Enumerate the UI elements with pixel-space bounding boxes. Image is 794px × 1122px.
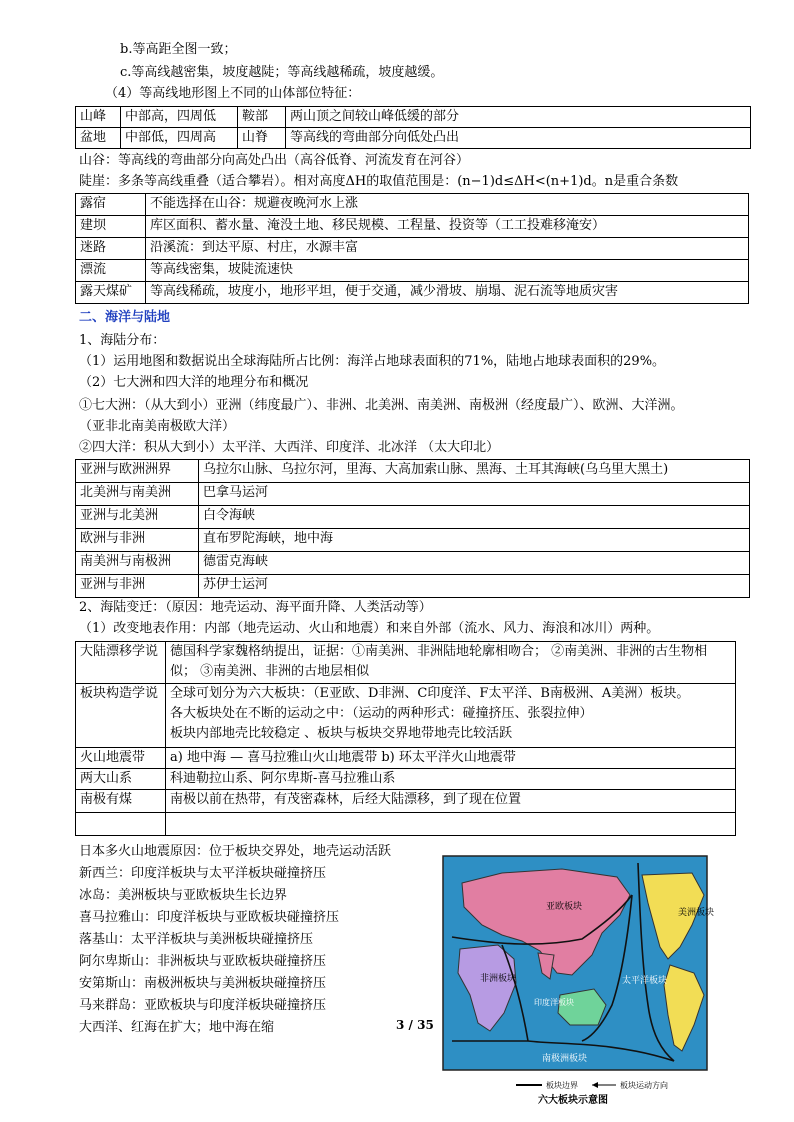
label-africa: 非洲板块	[480, 974, 517, 984]
text-line: ①七大洲：（从大到小）亚洲（纬度最广）、非洲、北美洲、南美洲、南极洲（经度最广）、欧洲、大洋洲。	[79, 398, 684, 413]
cell: 盆地	[76, 128, 121, 149]
cell: 板块构造学说	[76, 684, 166, 748]
cell: 建坝	[76, 216, 146, 238]
text-line: 山谷：等高线的弯曲部分向高处凸出（高谷低脊、河流发育在河谷）	[79, 153, 470, 168]
cell: 乌拉尔山脉、乌拉尔河，里海、大高加索山脉、黑海、土耳其海峡(乌乌里大黑土)	[199, 460, 750, 483]
cell: 德雷克海峡	[199, 552, 750, 575]
label-america: 美洲板块	[678, 908, 715, 918]
cell: 等高线的弯曲部分向低处凸出	[286, 128, 751, 149]
cell	[166, 684, 736, 748]
cell: 沿溪流：到达平原、村庄，水源丰富	[146, 238, 749, 260]
cell	[76, 813, 166, 836]
text-line: （1）改变地表作用：内部（地壳运动、火山和地震）和来自外部（流水、风力、海浪和冰川）两种。	[79, 621, 660, 636]
text-line: b.等高距全图一致；	[120, 42, 237, 57]
text-line: 全球可划分为六大板块：（E亚欧、D非洲、C印度洋、F太平洋、B南极洲、A美洲）板块。	[170, 686, 690, 701]
cell: 中部高，四周低	[121, 107, 238, 128]
legend-arrow-icon	[592, 1082, 598, 1088]
text-line: c.等高线越密集，坡度越陡；等高线越稀疏，坡度越缓。	[120, 65, 444, 80]
cell: 北美洲与南美洲	[76, 483, 199, 506]
cell: 火山地震带	[76, 748, 166, 769]
label-pacific: 太平洋板块	[622, 976, 668, 986]
cell: 山脊	[238, 128, 286, 149]
cell: 亚洲与非洲	[76, 575, 199, 598]
legend-boundary-label: 板块边界	[546, 1081, 578, 1090]
legend-motion-label: 板块运动方向	[620, 1081, 668, 1090]
cell: 德国科学家魏格纳提出，证据：①南美洲、非洲陆地轮廓相吻合； ②南美洲、非洲的古生物相似； ③南美洲、非洲的古地层相似	[166, 642, 736, 684]
cell: 露宿	[76, 194, 146, 216]
text-line: 落基山：太平洋板块与美洲板块碰撞挤压	[79, 932, 314, 947]
cell: 等高线密集，坡陡流速快	[146, 260, 749, 282]
label-indian: 印度洋板块	[534, 998, 574, 1007]
cell: 鞍部	[238, 107, 286, 128]
cell: 大陆漂移学说	[76, 642, 166, 684]
text-line: （2）七大洲和四大洋的地理分布和概况	[79, 375, 309, 390]
text-line: 2、海陆变迁：（原因：地壳运动、海平面升降、人类活动等）	[79, 600, 432, 615]
cell: 库区面积、蓄水量、淹没土地、移民规模、工程量、投资等（工工投难移淹安）	[146, 216, 749, 238]
cell: 欧洲与非洲	[76, 529, 199, 552]
cell: 迷路	[76, 238, 146, 260]
activities-table	[75, 193, 749, 304]
text-line: （1）运用地图和数据说出全球海陆所占比例：海洋占地球表面积的71%，陆地占地球表面积的29%。	[79, 354, 666, 369]
cell: 科迪勒拉山系、阿尔卑斯-喜马拉雅山系	[166, 769, 736, 790]
cell: 露天煤矿	[76, 282, 146, 304]
text-line: 各大板块处在不断的运动之中：（运动的两种形式：碰撞挤压、张裂拉伸）	[170, 706, 593, 721]
label-eurasia: 亚欧板块	[546, 902, 583, 912]
cell: 南极以前在热带，有茂密森林，后经大陆漂移，到了现在位置	[166, 790, 736, 813]
map-caption: 六大板块示意图	[538, 1095, 608, 1106]
cell: 苏伊士运河	[199, 575, 750, 598]
text-line: （4）等高线地形图上不同的山体部位特征：	[105, 86, 361, 101]
cell: 亚洲与欧洲洲界	[76, 460, 199, 483]
text-line: 陡崖：多条等高线重叠（适合攀岩）。相对高度ΔH的取值范围是：(n−1)d≤ΔH<(n+1)d。n是重合条数	[79, 174, 679, 189]
page-number: 3 / 35	[396, 1018, 434, 1032]
text-line: 板块内部地壳比较稳定 、板块与板块交界地带地壳比较活跃	[170, 726, 513, 741]
cell: 两大山系	[76, 769, 166, 790]
cell: 直布罗陀海峡，地中海	[199, 529, 750, 552]
cell: 中部低，四周高	[121, 128, 238, 149]
text-line: （亚非北南美南极欧大洋）	[79, 419, 236, 434]
cell: 巴拿马运河	[199, 483, 750, 506]
text-line: 新西兰：印度洋板块与太平洋板块碰撞挤压	[79, 866, 327, 881]
text-line: 安第斯山：南极洲板块与美洲板块碰撞挤压	[79, 976, 327, 991]
cell: 亚洲与北美洲	[76, 506, 199, 529]
terrain-table	[75, 106, 751, 149]
text-line: 日本多火山地震原因：位于板块交界处，地壳运动活跃	[79, 844, 392, 859]
boundaries-table	[75, 459, 750, 598]
cell: 漂流	[76, 260, 146, 282]
cell: 白令海峡	[199, 506, 750, 529]
text-line: 喜马拉雅山：印度洋板块与亚欧板块碰撞挤压	[79, 910, 340, 925]
label-antarctic: 南极洲板块	[542, 1054, 588, 1064]
text-line: 阿尔卑斯山：非洲板块与亚欧板块碰撞挤压	[79, 954, 327, 969]
cell: a) 地中海 — 喜马拉雅山火山地震带 b) 环太平洋火山地震带	[166, 748, 736, 769]
text-line: 冰岛：美洲板块与亚欧板块生长边界	[79, 888, 288, 903]
cell	[166, 813, 736, 836]
cell: 等高线稀疏，坡度小，地形平坦，便于交通，减少滑坡、崩塌、泥石流等地质灾害	[146, 282, 749, 304]
cell: 两山顶之间较山峰低缓的部分	[286, 107, 751, 128]
tectonics-table	[75, 641, 736, 836]
cell: 不能选择在山谷：规避夜晚河水上涨	[146, 194, 749, 216]
text-line: ②四大洋：积从大到小）太平洋、大西洋、印度洋、北冰洋 （太大印北）	[79, 440, 500, 455]
cell: 南极有煤	[76, 790, 166, 813]
text-line: 马来群岛：亚欧板块与印度洋板块碰撞挤压	[79, 998, 327, 1013]
text-line: 1、海陆分布：	[79, 333, 166, 348]
plate-map	[442, 855, 715, 1106]
section-heading: 二、海洋与陆地	[79, 310, 171, 325]
cell: 山峰	[76, 107, 121, 128]
text-line: 大西洋、红海在扩大；地中海在缩	[79, 1020, 275, 1035]
cell: 南美洲与南极洲	[76, 552, 199, 575]
